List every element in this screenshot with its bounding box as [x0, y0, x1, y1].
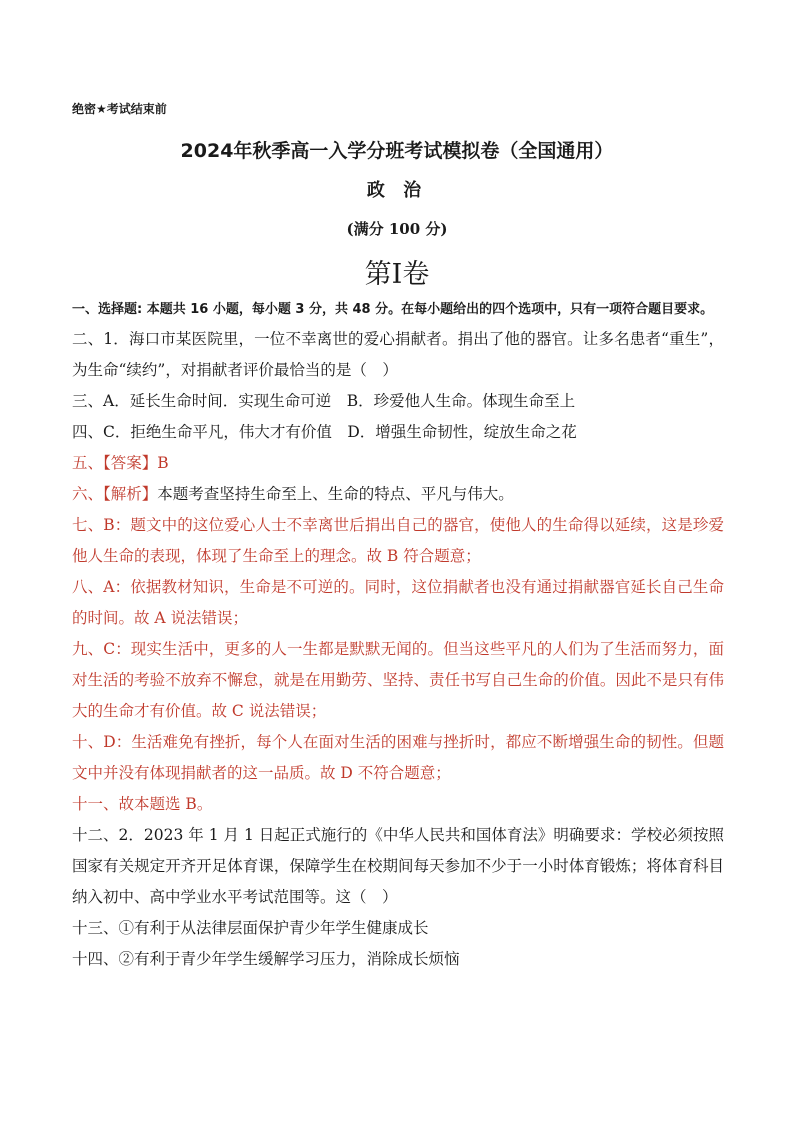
explanation-d: 十、D：生活难免有挫折，每个人在面对生活的困难与挫折时，都应不断增强生命的韧性。但题文中并没有体现捐献者的这一品质。故 D 不符合题意； — [72, 733, 724, 782]
analysis-text: 本题考查坚持生命至上、生命的特点、平凡与伟大。 — [157, 485, 514, 503]
volume-heading: 第Ⅰ卷 — [364, 259, 430, 290]
exam-title: 2024年秋季高一入学分班考试模拟卷（全国通用） — [180, 140, 614, 162]
question-1-answer — [72, 448, 724, 479]
answer-label: 五、【答案】 — [72, 454, 158, 472]
question-1-options-cd: 四、C．拒绝生命平凡，伟大才有价值 D．增强生命韧性，绽放生命之花 — [72, 423, 577, 441]
question-1-stem: 二、1．海口市某医院里，一位不幸离世的爱心捐献者。捐出了他的器官。让多名患者“重生”，为生命“续约”，对捐献者评价最恰当的是（ ） — [72, 330, 724, 379]
section-intro: 一、选择题: 本题共 16 小题，每小题 3 分，共 48 分。在每小题给出的四个选项中，只有一项符合题目要求。 — [72, 302, 714, 317]
question-1-analysis — [72, 479, 724, 510]
secret-mark: 绝密★考试结束前 — [72, 102, 167, 116]
document-body — [72, 296, 724, 975]
subject-heading: 政 治 — [366, 180, 428, 201]
explanation-c: 九、C：现实生活中，更多的人一生都是默默无闻的。但当这些平凡的人们为了生活而努力，面对生活的考验不放弃不懈怠，就是在用勤劳、坚持、责任书写自己生命的价值。因此不是只有伟大的生命才有价值。故 C 说法错误； — [72, 640, 724, 720]
conclusion: 十一、故本题选 B。 — [72, 795, 213, 813]
question-2-item-1: 十三、①有利于从法律层面保护青少年学生健康成长 — [72, 919, 429, 937]
question-2-item-2: 十四、②有利于青少年学生缓解学习压力，消除成长烦恼 — [72, 950, 460, 968]
question-2-stem: 十二、2．2023 年 1 月 1 日起正式施行的《中华人民共和国体育法》明确要求：学校必须按照国家有关规定开齐开足体育课，保障学生在校期间每天参加不少于一小时体育锻炼；将体育科目纳入初中、高中学业水平考试范围等。这（ ） — [72, 826, 724, 906]
explanation-b: 七、B：题文中的这位爱心人士不幸离世后捐出自己的器官，使他人的生命得以延续，这是珍爱他人生命的表现，体现了生命至上的理念。故 B 符合题意； — [72, 516, 724, 565]
question-1-options-ab: 三、A．延长生命时间．实现生命可逆 B．珍爱他人生命。体现生命至上 — [72, 392, 576, 410]
analysis-label: 六、【解析】 — [72, 485, 158, 503]
answer-value: B — [157, 454, 169, 472]
full-score: (满分 100 分) — [346, 220, 448, 238]
explanation-a: 八、A：依据教材知识，生命是不可逆的。同时，这位捐献者也没有通过捐献器官延长自己生命的时间。故 A 说法错误； — [72, 578, 724, 627]
